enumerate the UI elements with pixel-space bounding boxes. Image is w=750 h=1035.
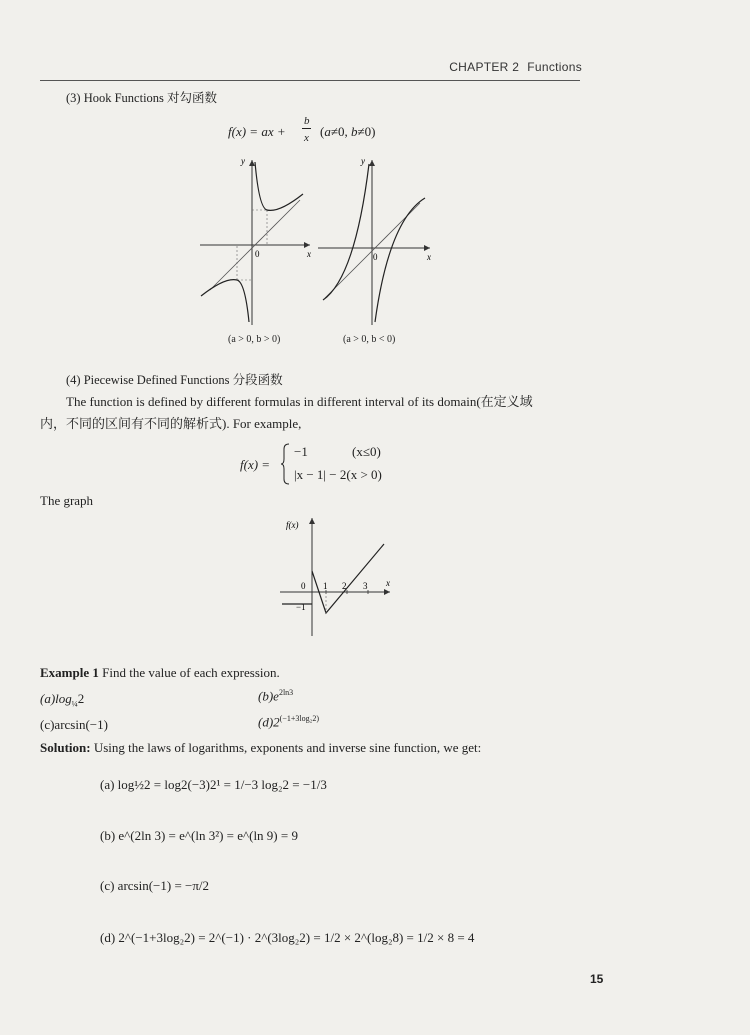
header-rule [40, 80, 580, 81]
chapter-title: Functions [527, 60, 582, 74]
tick-1: 1 [323, 581, 328, 591]
hook-graph-left [200, 156, 311, 325]
fx-axis-label: f(x) [286, 520, 299, 530]
axis-x-label: x [307, 249, 311, 259]
piece-abs [312, 544, 384, 613]
hook-caption-left: (a > 0, b > 0) [228, 334, 281, 345]
example-item-c: (c)arcsin(−1) [40, 717, 108, 732]
solution-d: (d) 2^(−1+3log₂2) = 2^(−1) · 2^(3log₂2) = 1/2 × 2^(log₂8) = 1/2 × 8 = 4 [100, 930, 475, 945]
brace-icon [281, 443, 291, 485]
case2-expr: |x − 1| − 2(x > 0) [294, 467, 382, 482]
solution-a: (a) log½2 = log2(−3)2¹ = 1/−3 log₂2 = −1/3 [100, 777, 327, 792]
book-page: CHAPTER 2 Functions (3) Hook Functions 对勾函数 f(x) = ax + b x (a≠0, b≠0) y x 0 y x 0 (a > 0, b > 0) (a > 0, b < 0) (4) Piecewise Defined Functions 分段函数 The function is defined by different formulas in different interval of its domain(在定义域 内，不同的区间有不同的解析式). For example, f(x) = −1 (x≤0) |x − 1| − 2(x > 0) The graph f(x) x 0 1 2 3 −1 Example 1 Find the value of each expression. $(a)\log_{\frac{1}{4}}2$ $(b)e^{2ln3}$ (c)arcsin(−1) $(d)2^{(-1+3log_22)}$ Solution: Using the laws of logarithms, exponents and inverse sine function, we get: (a) log½2 = log2(−3)2¹ = 1/−3 log₂2 = −1/3 (b) e^(2ln 3) = e^(ln 3²) = e^(ln 9) = 9 (c) arcsin(−1) = −π/2 (d) 2^(−1+3log₂2) = 2^(−1) · 2^(3log₂2) = 1/2 × 2^(log₂8) = 1/2 × 8 = 4 15 [0, 0, 750, 1035]
section-piecewise-title: (4) Piecewise Defined Functions 分段函数 [66, 373, 283, 387]
solution-text: Using the laws of logarithms, exponents and inverse sine function, we get: [93, 740, 482, 755]
solution-b: (b) e^(2ln 3) = e^(ln 3²) = e^(ln 9) = 9 [100, 828, 298, 843]
example-item-a: $(a)\log_{\frac{1}{4}}2$ [40, 691, 85, 709]
x-axis-label: x [386, 578, 390, 588]
piecewise-graph [278, 512, 408, 640]
piecewise-paragraph-line2: 内，不同的区间有不同的解析式). For example, [40, 416, 302, 431]
case1-cond: (x≤0) [352, 444, 381, 459]
origin-label: 0 [373, 252, 378, 262]
origin-label: 0 [255, 249, 260, 259]
piecewise-paragraph-line1: The function is defined by different formulas in different interval of its domain(在定义域 [66, 394, 533, 409]
tick-2: 2 [342, 581, 347, 591]
example-item-d: $(d)2^{(-1+3log_22)}$ [258, 714, 320, 730]
example-heading [40, 662, 280, 684]
tick-3: 3 [363, 581, 368, 591]
page-number: 15 [590, 972, 604, 986]
hook-graph-right [318, 156, 431, 325]
solution-line [40, 737, 585, 759]
axis-y-label: y [361, 156, 365, 166]
chapter-label: CHAPTER 2 [449, 60, 520, 74]
hook-caption-right: (a > 0, b < 0) [343, 334, 396, 345]
running-header [449, 60, 582, 74]
example-text: Find the value of each expression. [102, 665, 280, 680]
piecewise-lhs: f(x) = [240, 457, 271, 472]
example-item-b: $(b)e^{2ln3}$ [258, 688, 294, 704]
the-graph-label: The graph [40, 493, 94, 508]
section-hook-title: (3) Hook Functions 对勾函数 [66, 91, 218, 105]
solution-label: Solution: [40, 740, 91, 755]
case1-expr: −1 [294, 444, 308, 459]
tick-0: 0 [301, 581, 306, 591]
solution-c: (c) arcsin(−1) = −π/2 [100, 878, 210, 893]
example-label: Example 1 [40, 665, 99, 680]
tick-neg1: −1 [296, 602, 306, 612]
axis-x-label: x [427, 252, 431, 262]
axis-y-label: y [241, 156, 245, 166]
hook-graphs [195, 150, 445, 330]
